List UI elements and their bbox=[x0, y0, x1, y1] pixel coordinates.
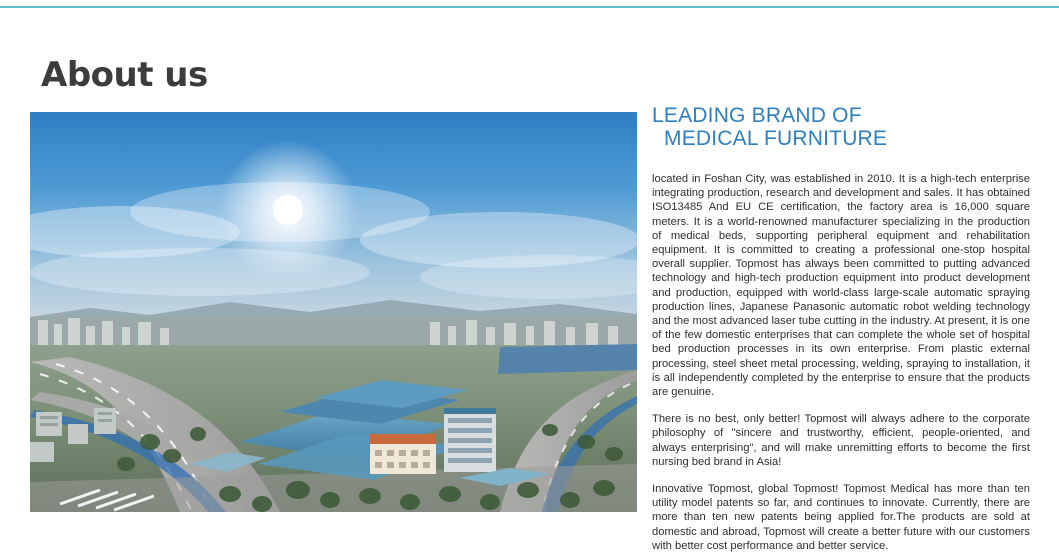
headline-line-1: LEADING BRAND OF bbox=[652, 104, 862, 127]
page-title: About us bbox=[41, 54, 208, 95]
headline-line-2: MEDICAL FURNITURE bbox=[664, 127, 888, 150]
headline bbox=[652, 104, 1030, 150]
about-paragraph-3: Innovative Topmost, global Topmost! Topmost Medical has more than ten utility model patents so far, and continues to innovate. Currently, there are more than ten new patents being applied for.The products are sold at domestic and abroad, Topmost will create a better future with our customers with better cost performance and better service. bbox=[652, 483, 1030, 552]
about-paragraph-1: located in Foshan City, was established in 2010. It is a high-tech enterprise integrating production, research and development and sales. It has obtained ISO13485 And EU CE certification, the factory area is 16,000 square meters. It is a world-renowned manufacturer specializing in the production of medical beds, supporting peripheral equipment and rehabilitation equipment. It is committed to creating a professional one-stop hospital overall supplier. Topmost has always been committed to putting advanced technology and high-tech production equipment into product development and production, equipped with world-class large-scale automatic spraying production lines, Japanese Panasonic automatic robot welding technology and the most advanced laser tube cutting in the industry. At present, it is one of the few domestic enterprises that can complete the whole set of hospital bed production processes in its own enterprise. From plastic external processing, steel sheet metal processing, welding, spraying to installation, it is all independently completed by the enterprise to ensure that the products are genuine. bbox=[652, 173, 1030, 399]
about-text-column bbox=[652, 104, 1030, 553]
about-paragraph-2: There is no best, only better! Topmost will always adhere to the corporate philosophy of "sincere and trustworthy, efficient, people-oriented, and always enterprising", and will make unremitting efforts to become the first nursing bed brand in Asia! bbox=[652, 413, 1030, 468]
factory-aerial-photo bbox=[30, 112, 637, 512]
factory-aerial-photo-graphic bbox=[30, 112, 637, 512]
top-divider bbox=[0, 6, 1059, 8]
